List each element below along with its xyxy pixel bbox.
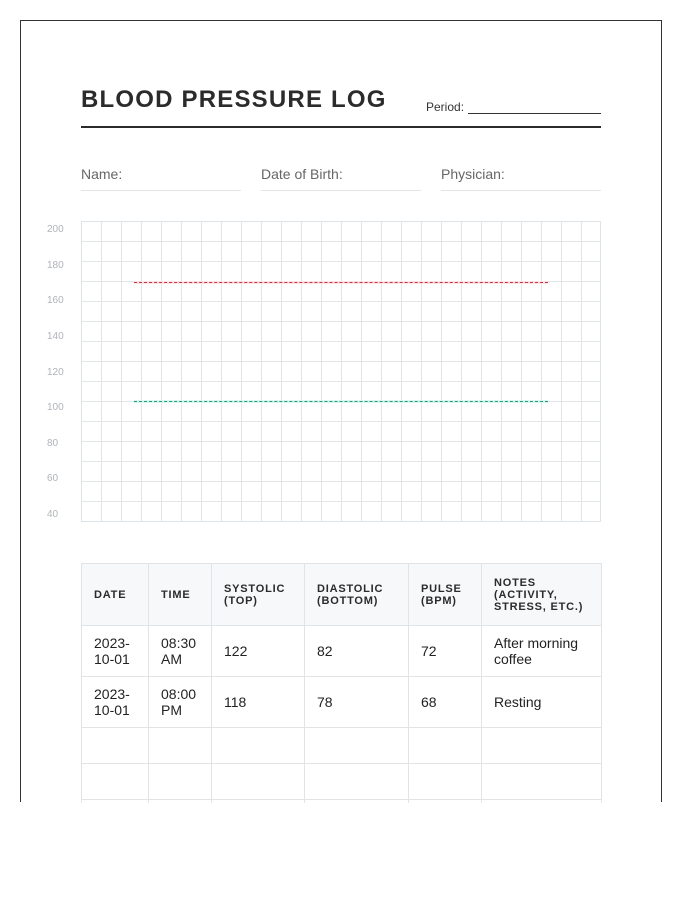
cell-notes[interactable]: [482, 764, 602, 800]
physician-field[interactable]: [441, 166, 601, 191]
table-row: [82, 677, 602, 728]
y-tick-80: 80: [47, 438, 59, 449]
cell-time[interactable]: [149, 728, 212, 764]
cell-date[interactable]: 2023-10-01: [82, 626, 149, 677]
cell-systolic[interactable]: 122: [212, 626, 305, 677]
y-tick-140: 140: [47, 331, 64, 342]
name-field[interactable]: [81, 166, 241, 191]
y-tick-100: 100: [47, 402, 64, 413]
period-field[interactable]: [426, 100, 601, 114]
table-header-row: [82, 564, 602, 626]
cell-diastolic[interactable]: [305, 764, 409, 800]
cell-date[interactable]: [82, 728, 149, 764]
date-of-birth-label: Date of Birth:: [261, 166, 343, 182]
cell-time[interactable]: 08:00 PM: [149, 677, 212, 728]
header-diastolic: DIASTOLIC (BOTTOM): [305, 564, 409, 626]
header-date: DATE: [82, 564, 149, 626]
y-tick-160: 160: [47, 295, 64, 306]
bp-chart-grid: [81, 221, 601, 522]
cell-date[interactable]: 2023-10-01: [82, 677, 149, 728]
cell-pulse[interactable]: [409, 764, 482, 800]
period-input-line[interactable]: [468, 101, 601, 114]
cell-time[interactable]: [149, 764, 212, 800]
date-of-birth-field[interactable]: [261, 166, 421, 191]
cell-systolic[interactable]: [212, 728, 305, 764]
header-notes: NOTES (ACTIVITY, STRESS, ETC.): [482, 564, 602, 626]
period-label: Period:: [426, 100, 465, 114]
cell-pulse[interactable]: 68: [409, 677, 482, 728]
cell-diastolic[interactable]: 78: [305, 677, 409, 728]
y-tick-180: 180: [47, 260, 64, 271]
cell-pulse[interactable]: 72: [409, 626, 482, 677]
header-time: TIME: [149, 564, 212, 626]
cell-notes[interactable]: [482, 728, 602, 764]
header-pulse: PULSE (BPM): [409, 564, 482, 626]
readings-table: [81, 563, 602, 803]
cell-pulse[interactable]: [409, 728, 482, 764]
empty-table-row: [82, 728, 602, 764]
table-row: [82, 626, 602, 677]
cell-date[interactable]: [82, 764, 149, 800]
y-tick-120: 120: [47, 367, 64, 378]
low-reference-line: [134, 400, 548, 403]
name-label: Name:: [81, 166, 123, 182]
page-title: BLOOD PRESSURE LOG: [81, 86, 387, 113]
cell-systolic[interactable]: 118: [212, 677, 305, 728]
y-tick-40: 40: [47, 509, 59, 520]
y-tick-60: 60: [47, 473, 59, 484]
title-divider: [81, 126, 601, 128]
cell-diastolic[interactable]: [305, 728, 409, 764]
physician-label: Physician:: [441, 166, 505, 182]
high-reference-line: [134, 281, 548, 284]
header-systolic: SYSTOLIC (TOP): [212, 564, 305, 626]
empty-table-row: [82, 800, 602, 803]
y-tick-200: 200: [47, 224, 64, 235]
cell-time[interactable]: 08:30 AM: [149, 626, 212, 677]
cell-diastolic[interactable]: 82: [305, 626, 409, 677]
cell-notes[interactable]: After morning coffee: [482, 626, 602, 677]
empty-table-row: [82, 764, 602, 800]
cell-systolic[interactable]: [212, 764, 305, 800]
cell-notes[interactable]: Resting: [482, 677, 602, 728]
